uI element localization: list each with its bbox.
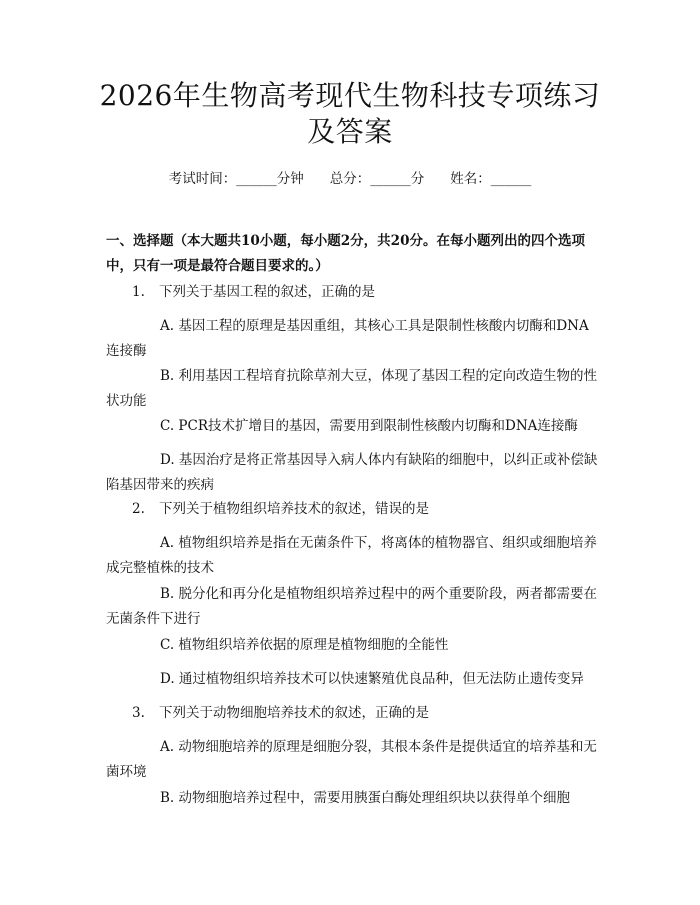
question-text: 下列关于动物细胞培养技术的叙述，正确的是 [159, 705, 429, 721]
answer-option: B. 动物细胞培养过程中，需要用胰蛋白酶处理组织块以获得单个细胞 [160, 790, 571, 806]
page-title: 2026年生物高考现代生物科技专项练习及答案 [99, 79, 601, 148]
question-stem [132, 701, 600, 726]
section-heading: 一、选择题（本大题共10小题，每小题2分，共20分。在每小题列出的四个选项中，只有一项是最符合题目要求的。） [106, 233, 585, 274]
exam-info-line [0, 169, 700, 189]
answer-option: C. PCR技术扩增目的基因，需要用到限制性核酸内切酶和DNA连接酶 [160, 418, 578, 434]
answer-option: B. 脱分化和再分化是植物组织培养过程中的两个重要阶段，两者都需要在无菌条件下进行 [106, 586, 598, 627]
question-number: 2. [132, 501, 145, 517]
answer-option: D. 基因治疗是将正常基因导入病人体内有缺陷的细胞中，以纠正或补偿缺陷基因带来的疾病 [106, 452, 598, 493]
time-blank: ______ [236, 171, 277, 187]
score-blank: ______ [370, 171, 411, 187]
answer-option: A. 基因工程的原理是基因重组，其核心工具是限制性核酸内切酶和DNA连接酶 [106, 318, 589, 359]
time-label: 考试时间： [168, 171, 237, 187]
answer-option: A. 动物细胞培养的原理是细胞分裂，其根本条件是提供适宜的培养基和无菌环境 [106, 739, 597, 780]
answer-option: C. 植物组织培养依据的原理是植物细胞的全能性 [160, 637, 449, 653]
name-label: 姓名： [450, 171, 491, 187]
score-unit: 分 [410, 171, 425, 187]
answer-option: D. 通过植物组织培养技术可以快速繁殖优良品种，但无法防止遗传变异 [160, 671, 584, 687]
answer-option: B. 利用基因工程培育抗除草剂大豆，体现了基因工程的定向改造生物的性状功能 [106, 368, 598, 409]
question-number: 1. [132, 284, 145, 300]
question-stem [132, 280, 600, 305]
question-text: 下列关于植物组织培养技术的叙述，错误的是 [159, 501, 429, 517]
answer-option: A. 植物组织培养是指在无菌条件下，将离体的植物器官、组织或细胞培养成完整植株的技术 [106, 535, 597, 576]
score-label: 总分： [329, 171, 371, 187]
name-blank: ______ [490, 171, 532, 187]
question-number: 3. [132, 705, 145, 721]
question-text: 下列关于基因工程的叙述，正确的是 [159, 284, 375, 300]
question-stem [132, 497, 600, 522]
time-unit: 分钟 [276, 171, 304, 187]
